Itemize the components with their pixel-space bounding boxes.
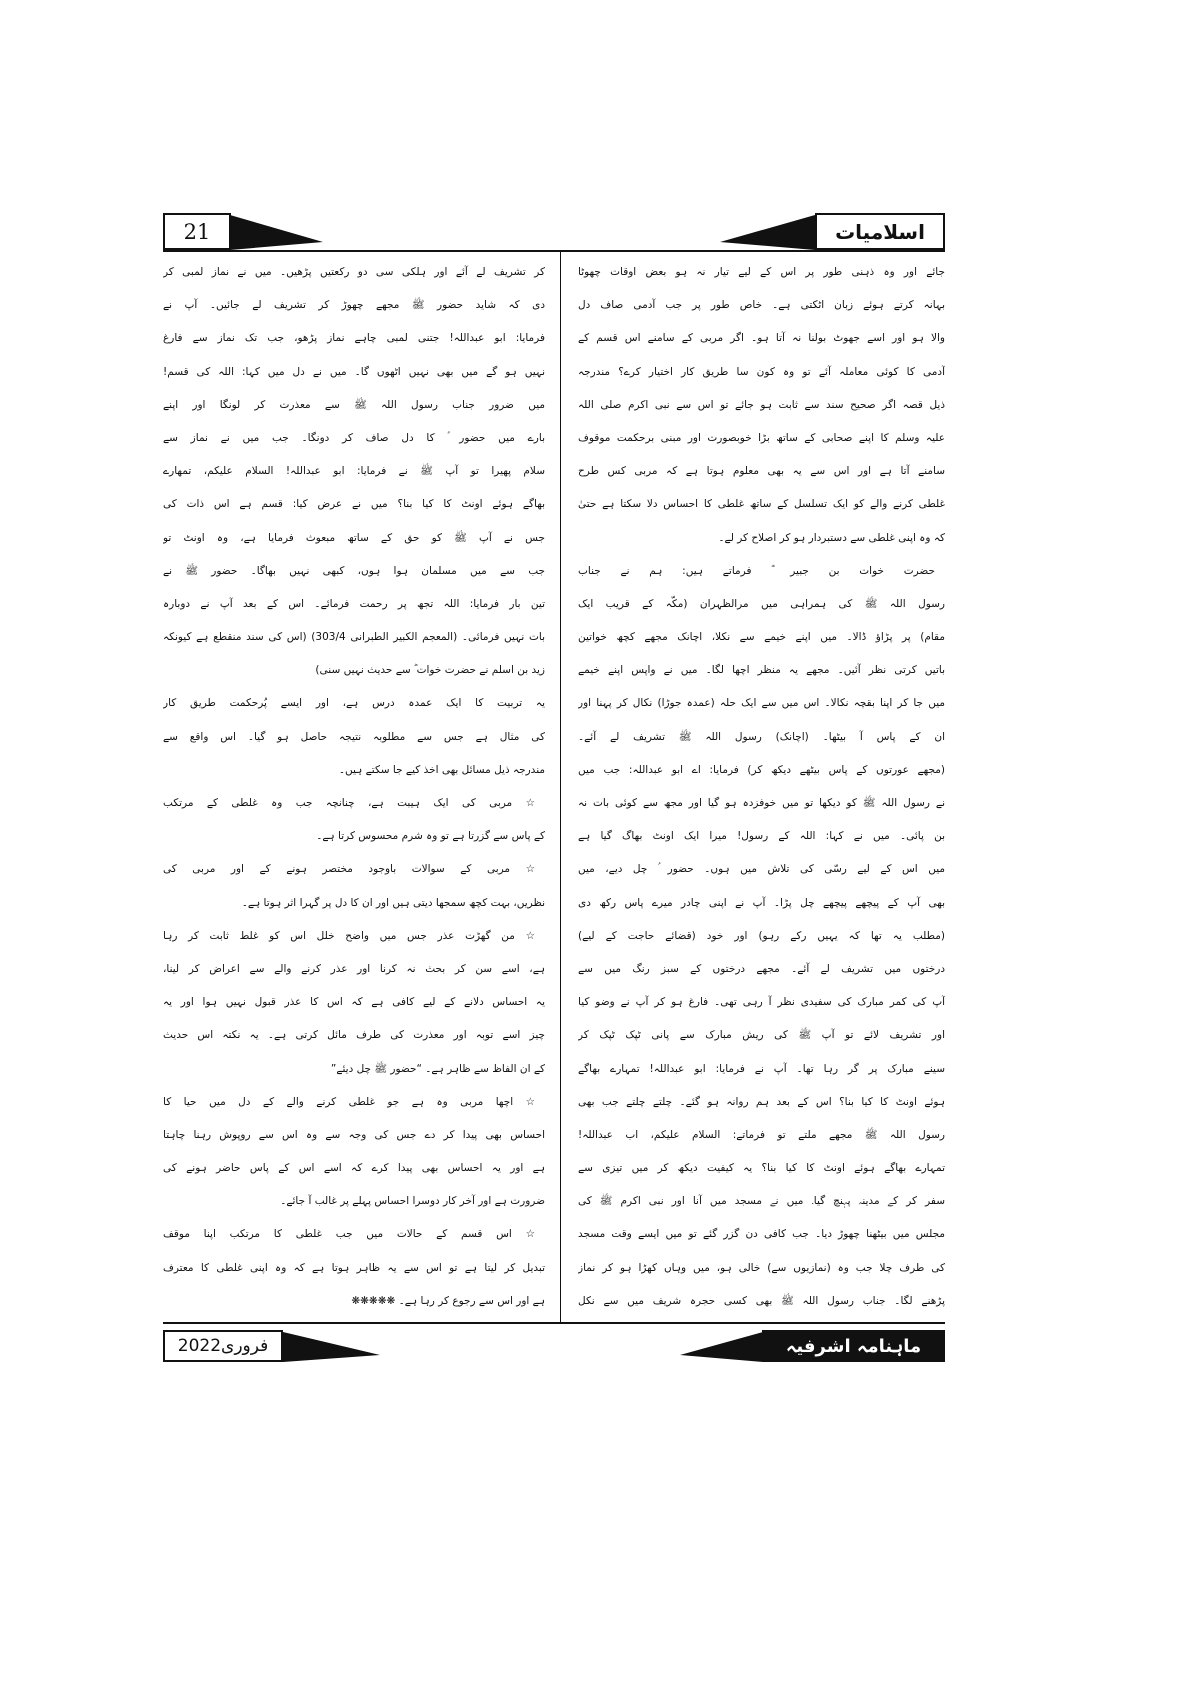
left-column-line: مندرجہ ذیل مسائل بھی اخذ کیے جا سکتے ہیں۔ (338, 763, 545, 776)
header-rule (163, 250, 945, 252)
right-column-line: رسول اللہ ﷺ کی ہمراہی میں مرالظہران (مکّہ کے قریب ایک (578, 597, 945, 610)
right-column-line: اور تشریف لائے تو آپ ﷺ کی ریش مبارک سے پانی ٹپک ٹپک کر (578, 1029, 945, 1042)
right-column-line: تمہارے بھاگے ہوئے اونٹ کا کیا بنا؟ یہ کیفیت دیکھ کر میں تیزی سے (578, 1162, 945, 1175)
right-column-line: درختوں میں تشریف لے آئے۔ مجھے درختوں کے سبز رنگ میں سے (578, 962, 945, 975)
left-column-line: جب سے میں مسلمان ہوا ہوں، کبھی نہیں بھاگا۔ حضور ﷺ نے (163, 564, 545, 577)
left-column-line: بھاگے ہوئے اونٹ کا کیا بنا؟ میں نے عرض کیا: قسم ہے اس ذات کی (163, 498, 545, 511)
right-column-line: (مجھے عورتوں کے پاس بیٹھے دیکھ کر) فرمایا: اے ابو عبداللہ: جب میں (578, 763, 945, 776)
left-column-line: کی مثال ہے جس سے مطلوبہ نتیجہ حاصل ہو گیا۔ اس واقع سے (163, 730, 545, 743)
right-column (578, 256, 945, 1318)
left-column-line: یہ احساس دلانے کے لیے کافی ہے کہ اس کا عذر قبول نہیں ہوا اور یہ (163, 996, 545, 1009)
left-column-line: جس نے آپ ﷺ کو حق کے ساتھ مبعوث فرمایا ہے، وہ اونٹ تو (163, 531, 545, 544)
right-column-line: آدمی کا کوئی معاملہ آئے تو وہ کون سا طریق کار اختیار کرے؟ مندرجہ (578, 365, 945, 378)
left-column-line: ہے اور اس سے رجوع کر رہا ہے۔ ❋❋❋❋❋ (351, 1294, 545, 1307)
left-column-line: فرمایا: ابو عبداللہ! جتنی لمبی چاہے نماز پڑھو، جب تک نماز سے فارغ (163, 332, 545, 345)
left-column-line: یہ تربیت کا ایک عمدہ درس ہے، اور ایسے پُرحکمت طریق کار (163, 697, 545, 710)
left-column-line: ہے اور یہ احساس بھی پیدا کرے کہ اسے اس کے پاس حاضر ہونے کی (163, 1162, 545, 1175)
right-column-line: جائے اور وہ ذہنی طور پر اس کے لیے تیار نہ ہو بعض اوقات چھوٹا (578, 266, 945, 278)
left-column-line: کر تشریف لے آئے اور ہلکی سی دو رکعتیں پڑھیں۔ میں نے نماز لمبی کر (163, 266, 545, 278)
left-column-line: احساس بھی پیدا کر دے جس کی وجہ سے وہ اس سے روپوش رہنا چاہتا (163, 1128, 545, 1141)
left-column-line: سلام پھیرا تو آپ ﷺ نے فرمایا: ابو عبداللہ! السلام علیکم، تمھارے (163, 465, 545, 478)
right-column-line: آپ کی کمر مبارک کی سفیدی نظر آ رہی تھی۔ فارغ ہو کر آپ نے وضو کیا (578, 996, 945, 1009)
left-column-line: بارے میں حضور ؑ کا دل صاف کر دونگا۔ جب میں نے نماز سے (163, 431, 545, 444)
header-left-wedge (229, 212, 325, 252)
column-divider (560, 252, 561, 1322)
right-column-line: کی طرف چلا جب وہ (نمازیوں سے) خالی ہو، میں وہاں کھڑا ہو کر نماز (578, 1261, 945, 1274)
left-column-line: نظریں، بہت کچھ سمجھا دیتی ہیں اور ان کا دل پر گہرا اثر ہوتا ہے۔ (241, 896, 545, 909)
left-column-line: تبدیل کر لیتا ہے تو اس سے یہ ظاہر ہوتا ہے کہ وہ اپنی غلطی کا معترف (163, 1261, 545, 1274)
right-column-line: میں جا کر اپنا بقچہ نکالا۔ اس میں سے ایک حلہ (عمدہ جوڑا) نکال کر پہنا اور (578, 697, 945, 710)
right-column-line: مقام) پر پڑاؤ ڈالا۔ میں اپنے خیمے سے نکلا، اچانک مجھے کچھ خواتین (578, 631, 945, 644)
left-column-line: دی کہ شاید حضور ﷺ مجھے چھوڑ کر تشریف لے جائیں۔ آپ نے (163, 299, 545, 312)
right-column-line: (مطلب یہ تھا کہ یہیں رکے رہو) اور خود (قضائے حاجت کے لیے) (578, 929, 945, 942)
page-number: 21 (163, 213, 231, 250)
right-column-line: ذیل قصہ اگر صحیح سند سے ثابت ہو جائے تو اس سے نبی اکرم صلی اللہ (578, 398, 945, 411)
left-column-line: کے پاس سے گزرتا ہے تو وہ شرم محسوس کرتا ہے۔ (316, 830, 545, 843)
right-column-line: ان کے پاس آ بیٹھا۔ (اچانک) رسول اللہ ﷺ تشریف لے آئے۔ (578, 730, 945, 743)
right-column-line: ہوئے اونٹ کا کیا بنا؟ اس کے بعد ہم روانہ ہو گئے۔ چلتے چلتے جب بھی (578, 1095, 945, 1108)
footer-rule (163, 1322, 945, 1324)
header-right-wedge (718, 212, 816, 252)
left-column-line: چیز اسے توبہ اور معذرت کی طرف مائل کرتی ہے۔ یہ نکتہ اس حدیث (163, 1029, 545, 1042)
footer-left-wedge (282, 1329, 382, 1365)
left-column-line: ضرورت ہے اور آخر کار دوسرا احساس پہلے پر غالب آ جائے۔ (280, 1195, 545, 1208)
left-column-line: بات نہیں فرمائی۔ (المعجم الکبیر الطبرانی 303/4) (اس کی سند منقطع ہے کیونکہ (163, 631, 545, 644)
right-column-line: پڑھنے لگا۔ جناب رسول اللہ ﷺ بھی کسی حجرہ شریف میں سے نکل (578, 1294, 945, 1307)
right-column-line: میں اس کے لیے رسّی کی تلاش میں ہوں۔ حضور ؑ چل دیے، میں (578, 863, 945, 876)
section-title: اسلامیات (815, 213, 945, 250)
right-column-line: حضرت خوات بن جبیر ؓ فرماتے ہیں: ہم نے جناب (578, 564, 935, 577)
right-column-line: بہانہ کرتے ہوئے زبان اٹکتی ہے۔ خاص طور پر جب آدمی صاف دل (578, 299, 945, 312)
right-column-line: باتیں کرتی نظر آئیں۔ مجھے یہ منظر اچھا لگا۔ میں نے واپس اپنے خیمے (578, 664, 945, 677)
right-column-line: غلطی کرنے والے کو ایک تسلسل کے ساتھ غلطی کا احساس دلا سکتا ہے حتیٰ (578, 498, 945, 511)
right-column-line: سینے مبارک پر گر رہا تھا۔ آپ نے فرمایا: ابو عبداللہ! تمہارے بھاگے (578, 1062, 945, 1075)
left-column-line: ☆ مربی کے سوالات باوجود مختصر ہونے کے اور مربی کی (163, 863, 535, 876)
left-column-line: ☆ من گھڑت عذر جس میں واضح خلل اس کو غلط ثابت کر رہا (163, 929, 535, 942)
right-column-line: مجلس میں بیٹھنا چھوڑ دیا۔ جب کافی دن گزر گئے تو میں ایسے وقت مسجد (578, 1228, 945, 1241)
left-column-line: زید بن اسلم نے حضرت خوات ؓ سے حدیث نہیں سنی) (315, 664, 545, 677)
right-column-line: رسول اللہ ﷺ مجھے ملتے تو فرماتے: السلام علیکم، اب عبداللہ! (578, 1128, 945, 1141)
left-column-line: ☆ اس قسم کے حالات میں جب غلطی کا مرتکب اپنا موقف (163, 1228, 535, 1241)
left-column-line: ☆ مربی کی ایک ہیبت ہے، چنانچہ جب وہ غلطی کے مرتکب (163, 797, 535, 809)
left-column-line: ہے، اسے سن کر بحث نہ کرنا اور عذر کرنے والے سے اعراض کر لینا، (163, 962, 545, 975)
right-column-line: سامنے آتا ہے اور اس سے یہ بھی معلوم ہوتا ہے کہ مربی کس طرح (578, 465, 945, 478)
left-column (163, 256, 545, 1318)
right-column-line: علیہ وسلم کا اپنے صحابی کے ساتھ بڑا خوبصورت اور مبنی برحکمت موقوف (578, 431, 945, 444)
right-column-line: بھی آپ کے پیچھے پیچھے چل پڑا۔ آپ نے اپنی چادر میرے پاس رکھ دی (578, 896, 945, 909)
right-column-line: نے رسول اللہ ﷺ کو دیکھا تو میں خوفزدہ ہو گیا اور مجھ سے کوئی بات نہ (578, 797, 945, 809)
right-column-line: کہ وہ اپنی غلطی سے دستبردار ہو کر اصلاح کر لے۔ (718, 531, 945, 544)
right-column-line: سفر کر کے مدینہ پہنچ گیا۔ میں نے مسجد میں آنا اور نبی اکرم ﷺ کی (578, 1195, 945, 1208)
issue-date: فروری2022 (163, 1330, 283, 1362)
left-column-line: نہیں ہو گے میں بھی نہیں اٹھوں گا۔ میں نے دل میں کہا: اللہ کی قسم! (163, 365, 545, 378)
left-column-line: تین بار فرمایا: اللہ تجھ پر رحمت فرمائے۔ اس کے بعد آپ نے دوبارہ (163, 597, 545, 610)
magazine-name: ماہنامہ اشرفیہ (762, 1330, 945, 1362)
right-column-line: والا ہو اور اسے جھوٹ بولنا نہ آتا ہو۔ اگر مربی کے سامنے اس قسم کے (578, 332, 945, 345)
left-column-line: ☆ اچھا مربی وہ ہے جو غلطی کرنے والے کے دل میں حیا کا (163, 1095, 535, 1108)
right-column-line: بن پائی۔ میں نے کہا: اللہ کے رسول! میرا ایک اونٹ بھاگ گیا ہے (578, 830, 945, 843)
left-column-line: میں ضرور جناب رسول اللہ ﷺ سے معذرت کر لونگا اور اپنے (163, 398, 545, 411)
footer-right-wedge (678, 1329, 764, 1365)
left-column-line: کے ان الفاظ سے ظاہر ہے۔ “حضور ﷺ چل دیئے” (330, 1062, 545, 1075)
